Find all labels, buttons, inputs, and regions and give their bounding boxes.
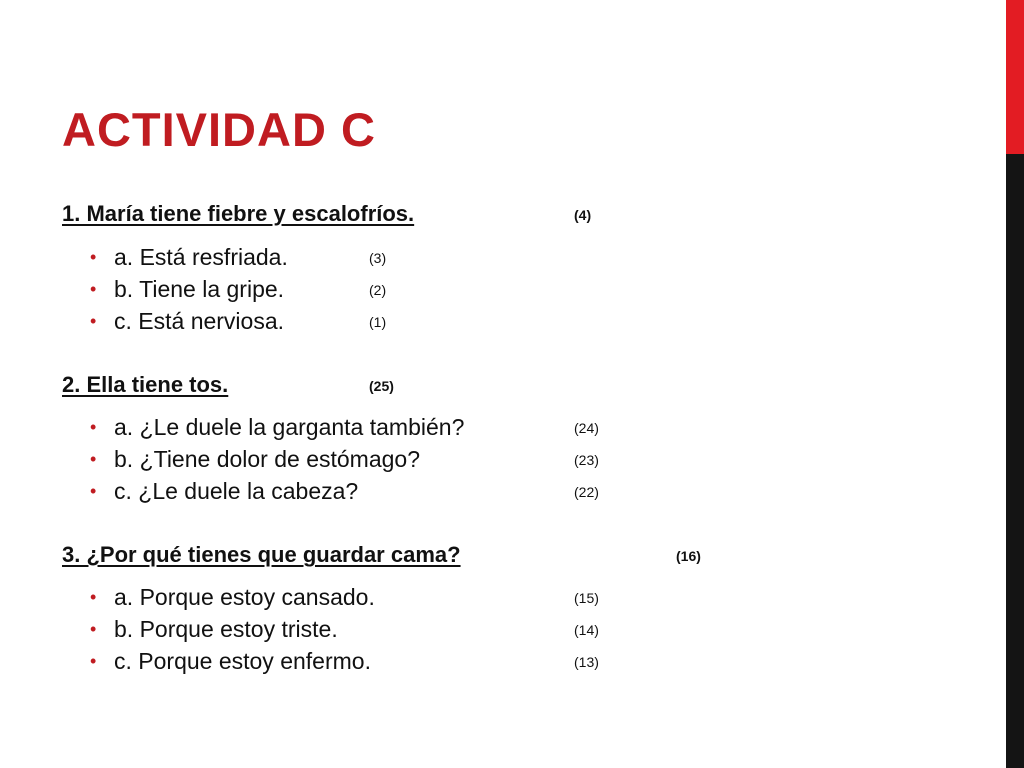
option-number: (13): [574, 654, 599, 670]
option-text: b. Tiene la gripe.: [114, 276, 285, 302]
option-text: a. ¿Le duele la garganta también?: [114, 414, 465, 440]
bullet-icon: •: [90, 247, 97, 267]
accent-bar-black: [1006, 154, 1024, 768]
bullet-icon: •: [90, 587, 97, 607]
question-3-number: (16): [676, 548, 701, 564]
question-1-option-a: [90, 244, 387, 270]
question-2-text: 2. Ella tiene tos.: [62, 372, 229, 397]
option-text: c. Porque estoy enfermo.: [114, 648, 371, 674]
bullet-icon: •: [90, 619, 97, 639]
question-2-option-c: [90, 478, 599, 504]
question-3: [62, 542, 701, 567]
question-3-option-a: [90, 584, 599, 610]
option-text: c. Está nerviosa.: [114, 308, 285, 334]
option-number: (15): [574, 590, 599, 606]
question-2: [62, 372, 394, 397]
question-1-text: 1. María tiene fiebre y escalofríos.: [62, 201, 415, 226]
option-number: (1): [369, 314, 387, 330]
question-3-option-c: [90, 648, 599, 674]
option-number: (24): [574, 420, 599, 436]
question-1-number: (4): [574, 207, 592, 223]
option-number: (3): [369, 250, 387, 266]
bullet-icon: •: [90, 449, 97, 469]
bullet-icon: •: [90, 311, 97, 331]
question-1: [62, 201, 592, 226]
option-number: (22): [574, 484, 599, 500]
option-text: b. ¿Tiene dolor de estómago?: [114, 446, 420, 472]
question-2-number: (25): [369, 378, 394, 394]
slide-title: ACTIVIDAD C: [62, 103, 376, 156]
question-1-option-b: [90, 276, 387, 302]
option-number: (23): [574, 452, 599, 468]
option-number: (2): [369, 282, 387, 298]
question-3-option-b: [90, 616, 599, 642]
question-2-option-b: [90, 446, 599, 472]
option-text: a. Porque estoy cansado.: [114, 584, 375, 610]
accent-bar-red: [1006, 0, 1024, 154]
question-3-text: 3. ¿Por qué tienes que guardar cama?: [62, 542, 461, 567]
option-text: c. ¿Le duele la cabeza?: [114, 478, 359, 504]
option-text: a. Está resfriada.: [114, 244, 288, 270]
bullet-icon: •: [90, 481, 97, 501]
question-1-option-c: [90, 308, 387, 334]
option-text: b. Porque estoy triste.: [114, 616, 338, 642]
bullet-icon: •: [90, 417, 97, 437]
option-number: (14): [574, 622, 599, 638]
bullet-icon: •: [90, 279, 97, 299]
bullet-icon: •: [90, 651, 97, 671]
question-2-option-a: [90, 414, 599, 440]
